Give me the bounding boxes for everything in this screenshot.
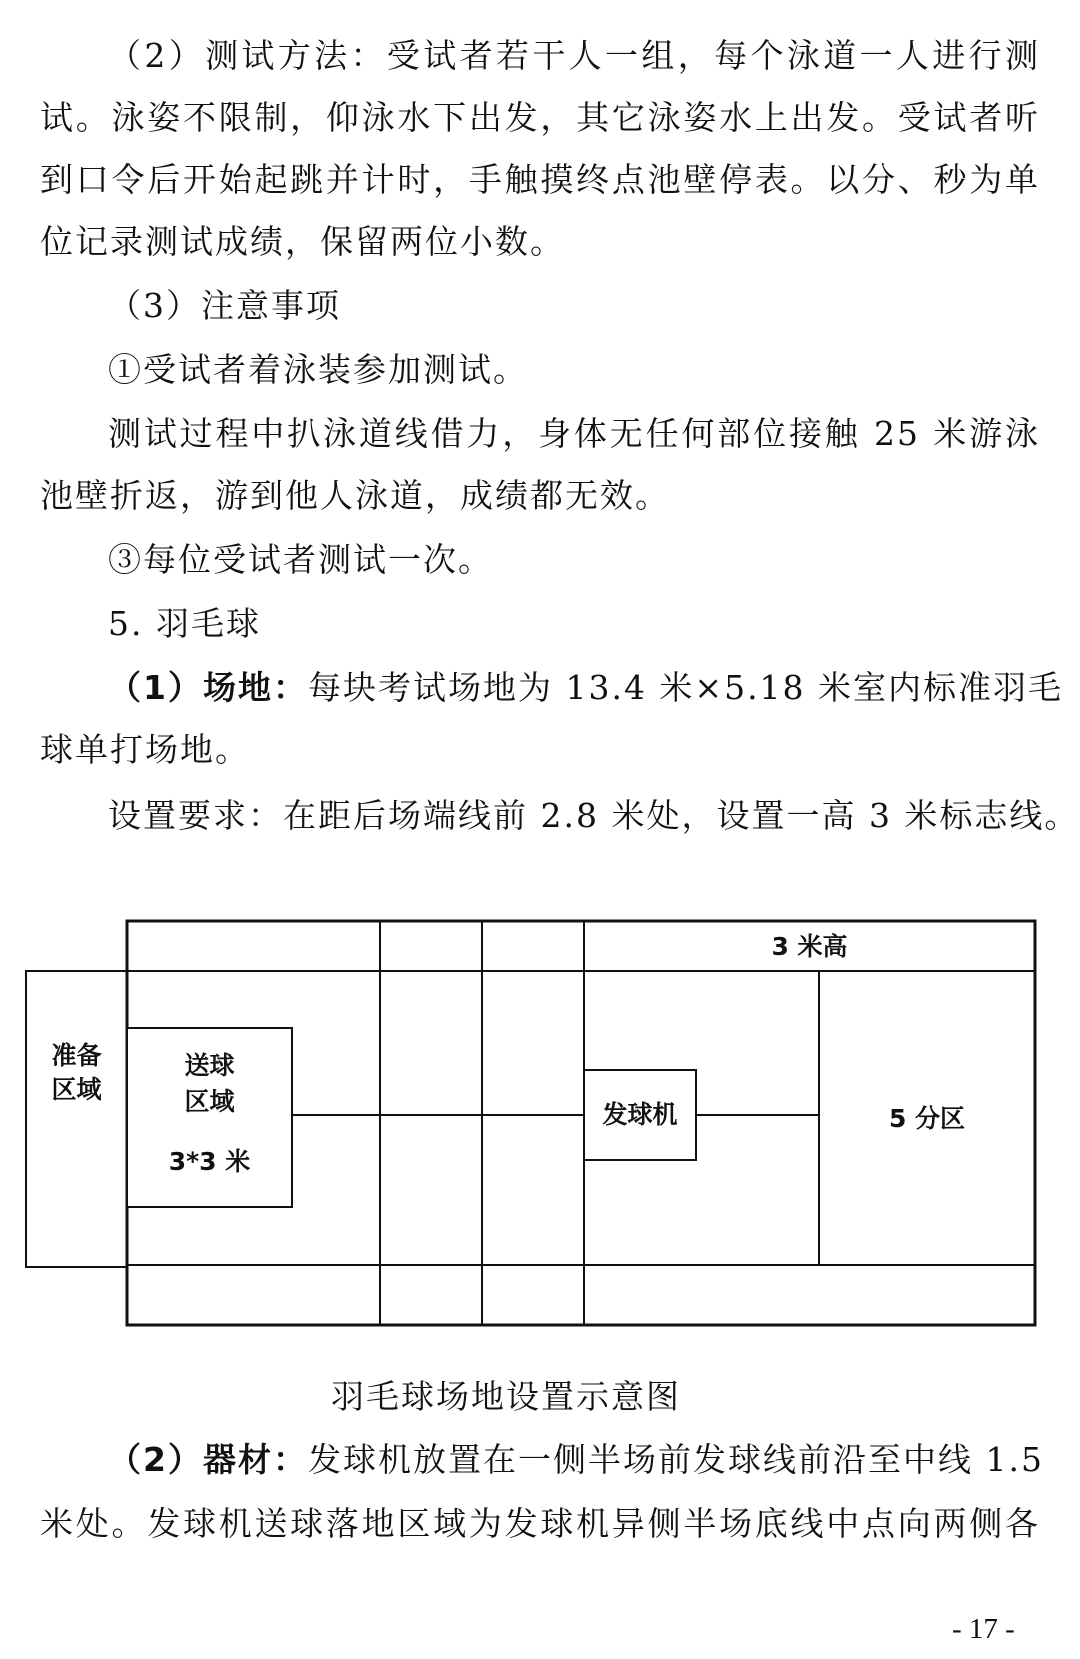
prep-zone-label-1: 准备 [51, 1041, 102, 1070]
prep-zone-box [26, 971, 127, 1267]
method-line-1: （2）测试方法：受试者若干人一组，每个泳道一人进行测 [108, 36, 1040, 75]
equipment-line-1 [108, 1440, 1044, 1480]
equipment-text-1: 发球机放置在一侧半场前发球线前沿至中线 1.5 [307, 1440, 1044, 1479]
equipment-label: （2）器材： [108, 1440, 308, 1479]
page-number: - 17 - [952, 1613, 1015, 1645]
venue-text-1: 每块考试场地为 13.4 米×5.18 米室内标准羽毛 [307, 668, 1064, 707]
venue-label: （1）场地： [108, 668, 308, 707]
three-meter-height-label: 3 米高 [771, 932, 848, 961]
method-line-3: 到口令后开始起跳并计时，手触摸终点池壁停表。以分、秒为单 [40, 160, 1040, 199]
five-point-zone-label: 5 分区 [888, 1104, 966, 1133]
serve-zone-label-1: 送球 [184, 1051, 235, 1080]
note-2-line-1: 测试过程中扒泳道线借力，身体无任何部位接触 25 米游泳 [108, 414, 1040, 453]
method-line-4: 位记录测试成绩，保留两位小数。 [40, 222, 565, 261]
venue-line-1 [108, 668, 1064, 708]
diagram-caption: 羽毛球场地设置示意图 [331, 1377, 681, 1416]
section-5-heading: 5. 羽毛球 [108, 604, 261, 643]
venue-line-2: 球单打场地。 [40, 730, 250, 769]
note-3: ③每位受试者测试一次。 [108, 540, 493, 579]
note-1: ①受试者着泳装参加测试。 [108, 350, 528, 389]
note-2-line-2: 池壁折返，游到他人泳道，成绩都无效。 [40, 476, 670, 515]
setup-line: 设置要求：在距后场端线前 2.8 米处，设置一高 3 米标志线。 [108, 796, 1080, 835]
notes-heading: （3）注意事项 [108, 286, 341, 325]
prep-zone-label-2: 区域 [51, 1075, 102, 1104]
serve-zone-label-2: 区域 [184, 1087, 235, 1116]
serve-zone-size: 3*3 米 [168, 1147, 251, 1176]
ball-machine-label: 发球机 [602, 1100, 678, 1129]
equipment-line-2: 米处。发球机送球落地区域为发球机异侧半场底线中点向两侧各 [40, 1504, 1040, 1543]
method-line-2: 试。泳姿不限制，仰泳水下出发，其它泳姿水上出发。受试者听 [40, 98, 1040, 137]
badminton-court-diagram [0, 915, 1080, 1375]
